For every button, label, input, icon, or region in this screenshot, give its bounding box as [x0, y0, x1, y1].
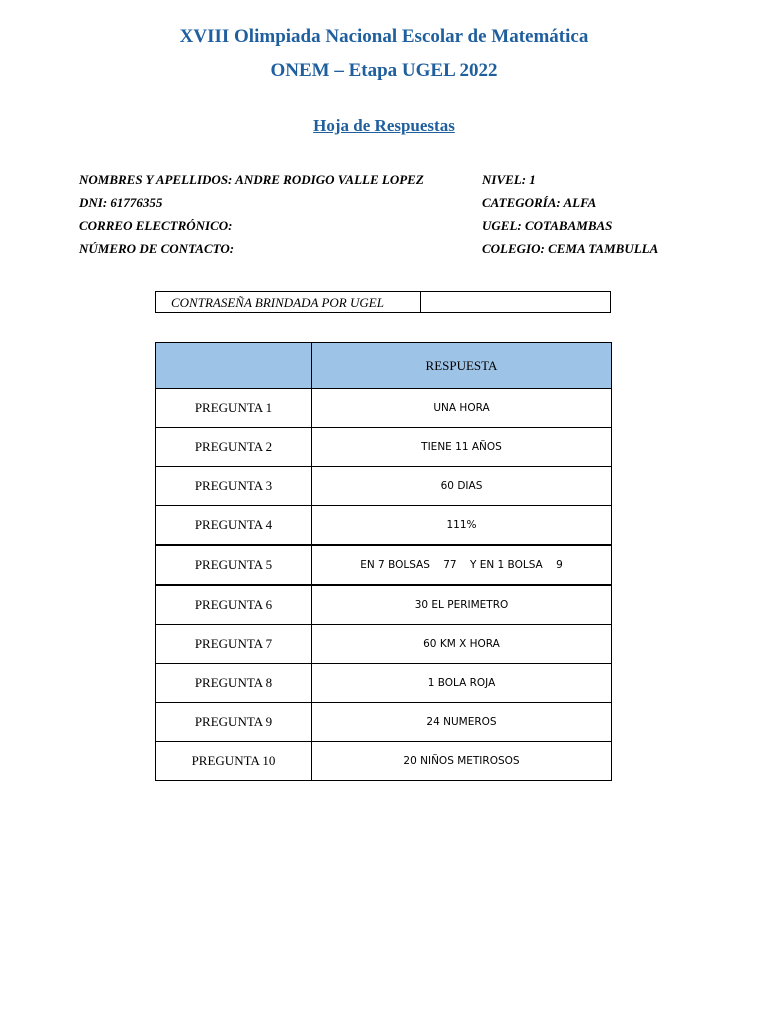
question-label: PREGUNTA 10: [156, 742, 312, 781]
password-box: [155, 291, 611, 313]
answer-value: 30 EL PERIMETRO: [312, 585, 612, 625]
student-category: CATEGORÍA: ALFA: [482, 195, 597, 210]
answer-value: 60 DIAS: [312, 467, 612, 506]
student-email: CORREO ELECTRÓNICO:: [79, 218, 233, 233]
question-label: PREGUNTA 5: [156, 545, 312, 585]
question-label: PREGUNTA 1: [156, 389, 312, 428]
question-label: PREGUNTA 7: [156, 625, 312, 664]
table-header-row: [156, 343, 612, 389]
student-phone: NÚMERO DE CONTACTO:: [79, 241, 235, 256]
student-dni: DNI: 61776355: [79, 195, 163, 210]
answer-value: 20 NIÑOS METIROSOS: [312, 742, 612, 781]
question-label: PREGUNTA 8: [156, 664, 312, 703]
header-left-cell: [156, 343, 312, 389]
competition-subtitle: ONEM – Etapa UGEL 2022: [270, 60, 498, 81]
header-answer-cell: RESPUESTA: [312, 343, 612, 389]
table-row: [156, 742, 612, 781]
answers-table: [155, 342, 612, 781]
answer-value: UNA HORA: [312, 389, 612, 428]
table-row: [156, 664, 612, 703]
password-label: CONTRASEÑA BRINDADA POR UGEL: [156, 292, 421, 312]
answer-value: 111%: [312, 506, 612, 546]
answer-value: EN 7 BOLSAS 77 Y EN 1 BOLSA 9: [312, 545, 612, 585]
question-label: PREGUNTA 3: [156, 467, 312, 506]
student-school: COLEGIO: CEMA TAMBULLA: [482, 241, 659, 256]
student-ugel: UGEL: COTABAMBAS: [482, 218, 613, 233]
answer-value: 60 KM X HORA: [312, 625, 612, 664]
question-label: PREGUNTA 2: [156, 428, 312, 467]
question-label: PREGUNTA 4: [156, 506, 312, 546]
answer-value: TIENE 11 AÑOS: [312, 428, 612, 467]
table-row: [156, 389, 612, 428]
table-row: [156, 428, 612, 467]
sheet-title: Hoja de Respuestas: [313, 116, 455, 135]
table-row: [156, 467, 612, 506]
table-row: [156, 625, 612, 664]
answer-value: 24 NUMEROS: [312, 703, 612, 742]
student-level: NIVEL: 1: [482, 172, 536, 187]
student-name: NOMBRES Y APELLIDOS: ANDRE RODIGO VALLE LOPEZ: [79, 172, 424, 187]
password-value: [421, 292, 610, 312]
table-row: [156, 703, 612, 742]
question-label: PREGUNTA 6: [156, 585, 312, 625]
table-row: [156, 545, 612, 585]
answer-value: 1 BOLA ROJA: [312, 664, 612, 703]
question-label: PREGUNTA 9: [156, 703, 312, 742]
competition-title: XVIII Olimpiada Nacional Escolar de Matemática: [179, 26, 589, 47]
table-row: [156, 506, 612, 546]
table-row: [156, 585, 612, 625]
